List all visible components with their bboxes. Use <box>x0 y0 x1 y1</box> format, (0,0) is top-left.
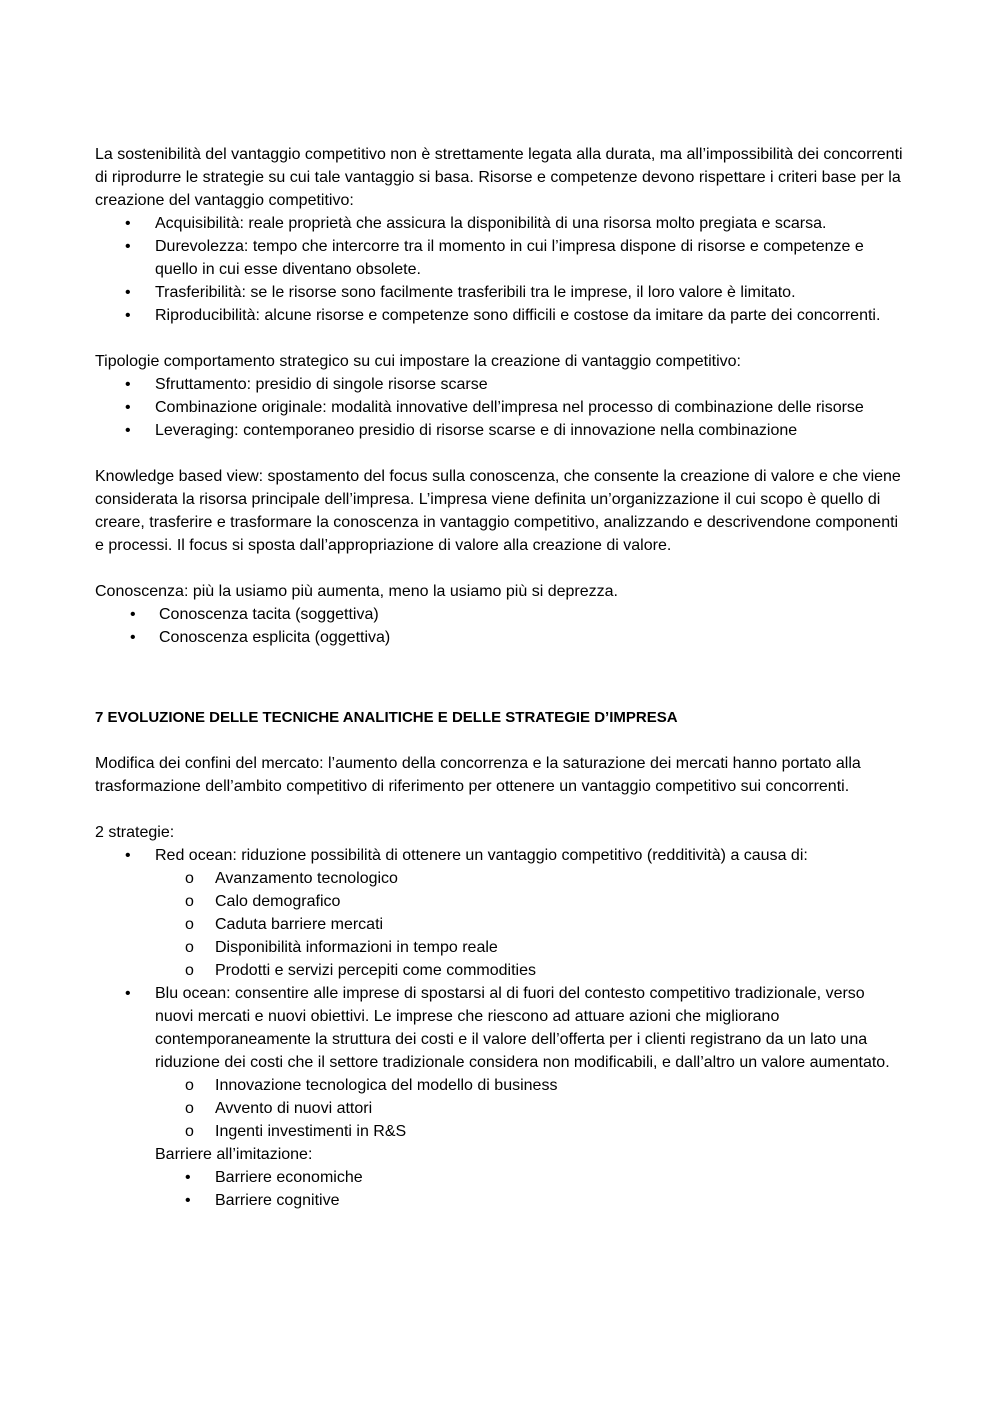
tipologie-list <box>95 373 905 442</box>
list-item: o Caduta barriere mercati <box>155 913 905 936</box>
list-item: • Durevolezza: tempo che intercorre tra il momento in cui l’impresa dispone di risorse e competenze e quello in cui esse diventano obsolete. <box>95 235 905 281</box>
red-ocean-sublist <box>155 867 905 982</box>
list-item: • Conoscenza esplicita (oggettiva) <box>95 626 905 649</box>
list-item: • Barriere economiche <box>155 1166 905 1189</box>
list-item: o Disponibilità informazioni in tempo reale <box>155 936 905 959</box>
document-page <box>95 143 905 1212</box>
list-item: • Combinazione originale: modalità innovative dell’impresa nel processo di combinazione delle risorse <box>95 396 905 419</box>
blu-ocean-sublist <box>155 1074 905 1143</box>
barriere-label: Barriere all’imitazione: <box>155 1146 313 1163</box>
list-item-red-ocean <box>95 844 905 982</box>
list-item: o Ingenti investimenti in R&S <box>155 1120 905 1143</box>
strategie-list <box>95 844 905 1143</box>
list-item: • Trasferibilità: se le risorse sono facilmente trasferibili tra le imprese, il loro valore è limitato. <box>95 281 905 304</box>
list-item: • Riproducibilità: alcune risorse e competenze sono difficili e costose da imitare da parte dei concorrenti. <box>95 304 905 327</box>
criteri-list <box>95 212 905 327</box>
blu-ocean-text: Blu ocean: consentire alle imprese di spostarsi al di fuori del contesto competitivo tradizionale, verso nuovi mercati e nuovi obiettivi. Le imprese che riescono ad attuare azioni che migliorano contemporaneamente la struttura dei costi e il valore dell’offerta per i clienti registrano da un lato una riduzione dei costi che il settore tradizionale considera non modificabili, e dall’altro un valore aumentato. <box>155 985 890 1071</box>
section-heading: 7 EVOLUZIONE DELLE TECNICHE ANALITICHE E DELLE STRATEGIE D’IMPRESA <box>95 709 678 726</box>
list-item: o Avvento di nuovi attori <box>155 1097 905 1120</box>
paragraph-tipologie: Tipologie comportamento strategico su cui impostare la creazione di vantaggio competitivo: <box>95 353 741 370</box>
red-ocean-text: Red ocean: riduzione possibilità di ottenere un vantaggio competitivo (redditività) a causa di: <box>155 847 808 864</box>
list-item: • Acquisibilità: reale proprietà che assicura la disponibilità di una risorsa molto pregiata e scarsa. <box>95 212 905 235</box>
list-item: o Innovazione tecnologica del modello di business <box>155 1074 905 1097</box>
paragraph-confini: Modifica dei confini del mercato: l’aumento della concorrenza e la saturazione dei mercati hanno portato alla trasformazione dell’ambito competitivo di riferimento per ottenere un vantaggio competitivo sui concorrenti. <box>95 755 861 795</box>
paragraph-sostenibilita: La sostenibilità del vantaggio competitivo non è strettamente legata alla durata, ma all’impossibilità dei concorrenti di riprodurre le strategie su cui tale vantaggio si basa. Risorse e competenze devono rispettare i criteri base per la creazione del vantaggio competitivo: <box>95 146 903 209</box>
list-item: • Barriere cognitive <box>155 1189 905 1212</box>
conoscenza-list <box>95 603 905 649</box>
list-item: o Calo demografico <box>155 890 905 913</box>
barriere-list <box>95 1166 905 1212</box>
paragraph-strategie: 2 strategie: <box>95 824 175 841</box>
list-item: • Leveraging: contemporaneo presidio di risorse scarse e di innovazione nella combinazione <box>95 419 905 442</box>
list-item: o Avanzamento tecnologico <box>155 867 905 890</box>
paragraph-knowledge: Knowledge based view: spostamento del focus sulla conoscenza, che consente la creazione di valore e che viene considerata la risorsa principale dell’impresa. L’impresa viene definita un’organizzazione il cui scopo è quello di creare, trasferire e trasformare la conoscenza in vantaggio competitivo, analizzando e descrivendone componenti e processi. Il focus si sposta dall’appropriazione di valore alla creazione di valore. <box>95 468 901 554</box>
list-item: • Sfruttamento: presidio di singole risorse scarse <box>95 373 905 396</box>
list-item: • Conoscenza tacita (soggettiva) <box>95 603 905 626</box>
paragraph-conoscenza: Conoscenza: più la usiamo più aumenta, meno la usiamo più si deprezza. <box>95 583 618 600</box>
list-item: o Prodotti e servizi percepiti come commodities <box>155 959 905 982</box>
list-item-blu-ocean <box>95 982 905 1143</box>
